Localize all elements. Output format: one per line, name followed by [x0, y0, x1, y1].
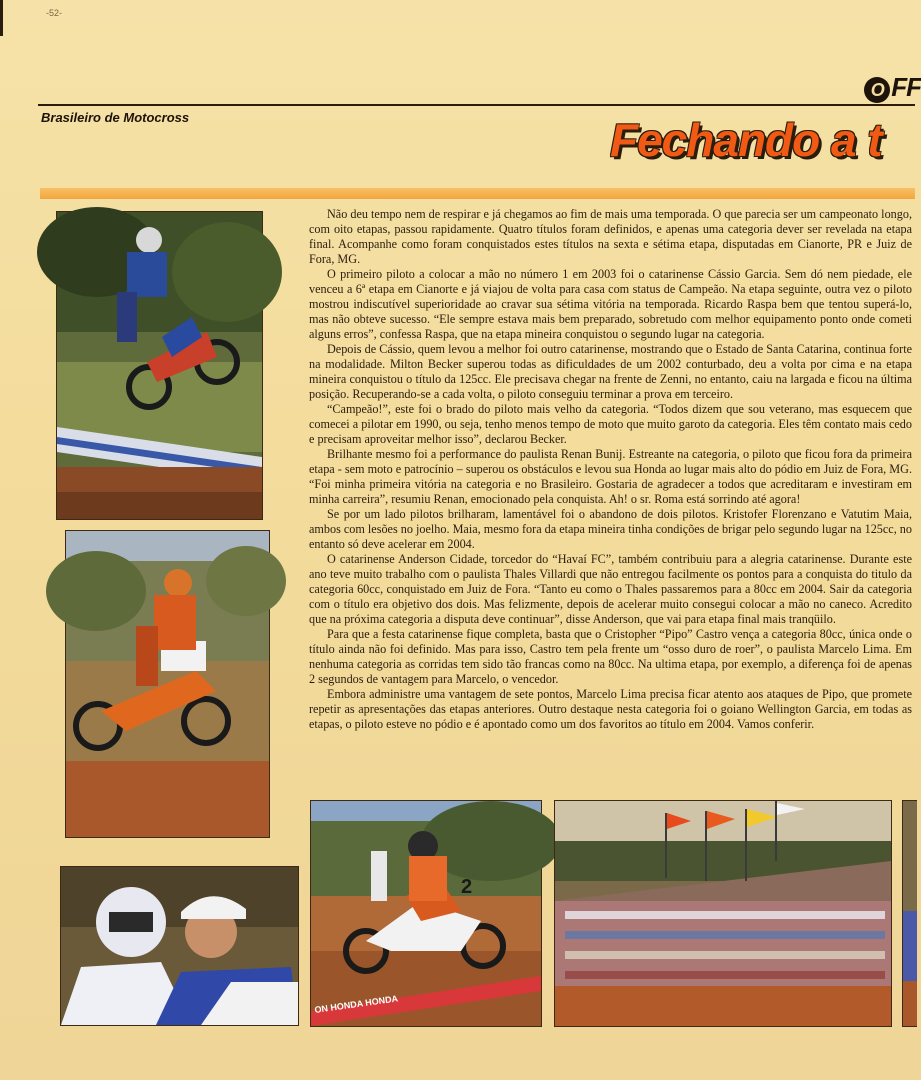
- magazine-logo: [864, 72, 921, 103]
- section-label: Brasileiro de Motocross: [41, 110, 190, 125]
- article-paragraph: O catarinense Anderson Cidade, torcedor do “Havaí FC”, também contribuiu para a alegria catarinense. Durante este ano teve muito trabalho com o paulista Thales Villardi que não entregou facilmente os pontos para a conquista do titulo da categoria 60cc, conquistado em Juiz de Fora. “Tanto eu como o Thales passaremos para a 80cc em 2004. Sair da categoria com o título era objetivo dos dois. Mas felizmente, depois de acelerar muito consegui colocar a mão no caneco. Acredito que na próxima categoria a disputa deve continuar”, disse Anderson, que vai para etapa final mais tranqüilo.: [309, 552, 912, 626]
- headline: Fechando a t: [610, 114, 882, 166]
- article-paragraph: O primeiro piloto a colocar a mão no número 1 em 2003 foi o catarinense Cássio Garcia. Sem dó nem piedade, ele venceu a 6ª etapa em Cianorte e já viajou de volta para casa com status de Campeão. Na etapa seguinte, outra vez o piloto mostrou indiscutível superioridade ao cravar sua sétima vitória na temporada. Ricardo Raspa bem que tentou superá-lo, mas não obteve sucesso. “Ele sempre estava mais bem preparado, sobretudo com melhor equipamento ponto onde cometi alguns erros”, confessa Raspa, que na etapa mineira conquistou o segundo lugar na categoria.: [309, 267, 912, 341]
- photo-riders-portrait: [60, 866, 299, 1026]
- logo-letters: FF: [891, 72, 921, 102]
- article-paragraph: Se por um lado pilotos brilharam, lamentável foi o abandono de dois pilotos. Kristofer Florenzano e Vatutim Maia, ambos com lesões no joelho. Maia, mesmo fora da etapa mineira tinha condições de brigar pelo segundo lugar na 125cc, no entanto só deve acelerar em 2004.: [309, 507, 912, 551]
- article-body: [309, 207, 912, 732]
- photo-edge-sliver: [902, 800, 917, 1027]
- page-number: -52-: [46, 8, 63, 18]
- orange-band: [40, 188, 915, 199]
- article-paragraph: Não deu tempo nem de respirar e já chegamos ao fim de mais uma temporada. O que parecia ser um campeonato longo, com oito etapas, passou rapidamente. Quatro títulos foram definidos, e apenas uma categoria dever ser revelada na etapa final. Acompanhe como foram conquistados estes títulos na sexta e sétima etapa, disputadas em Cianorte, PR e Juiz de Fora, MG.: [309, 207, 912, 266]
- article-paragraph: Depois de Cássio, quem levou a melhor foi outro catarinense, mostrando que o Estado de Santa Catarina, continua forte na modalidade. Milton Becker superou todas as dificuldades de um 2002 conturbado, deu a volta por cima e na etapa mineira conquistou o título da 125cc. Ele precisava chegar na frente de Zenni, no entanto, caiu na largada e ficou na última posição. Recuperando-se a cada volta, o piloto conseguiu terminar a prova em terceiro.: [309, 342, 912, 401]
- logo-o-icon: O: [864, 77, 890, 103]
- rider-plate-number: 2: [461, 876, 473, 898]
- article-paragraph: Para que a festa catarinense fique completa, basta que o Cristopher “Pipo” Castro vença a categoria 80cc, única onde o título ainda não foi definido. Mas para isso, Castro tem pela frente um “osso duro de roer”, o paulista Marcelo Lima. Em nenhuma categoria as corridas tem sido tão francas como na 80cc. Na ultima etapa, por exemplo, a diferença foi de apenas 2 segundos de vantagem para Marcelo, o vencedor.: [309, 627, 912, 686]
- banner-text: ON HONDA HONDA: [313, 993, 399, 1015]
- photo-crowd: [554, 800, 892, 1027]
- article-paragraph: Embora administre uma vantagem de sete pontos, Marcelo Lima precisa ficar atento aos ataques de Pipo, que promete repetir as apresentações das etapas anteriores. Outro destaque nesta categoria foi o goiano Wellington Garcia, em todas as etapas, o piloto esteve no pódio e é apontado como um dos favoritos ao título em 2004. Vamos conferir.: [309, 687, 912, 731]
- photo-rider-jump-orange: [65, 530, 270, 838]
- page-edge-mark: [0, 0, 3, 36]
- article-paragraph: Brilhante mesmo foi a performance do paulista Renan Bunij. Estreante na categoria, o piloto que ficou fora da primeira etapa - sem moto e patrocínio – superou os obstáculos e levou sua Honda ao lugar mais alto do pódio em Juiz de Fora, MG. “Foi minha primeira vitória na categoria e no Brasileiro. Gostaria de agradecer a todos que acreditaram e investiram em minha carreira”, resumiu Renan, emocionado pela conquista. Ah! o sr. Roma está sorrindo até agora!: [309, 447, 912, 506]
- header-rule: [38, 104, 915, 106]
- photo-rider-honda: [310, 800, 542, 1027]
- photo-rider-jump-blue: [56, 211, 263, 520]
- article-paragraph: “Campeão!”, este foi o brado do piloto mais velho da categoria. “Todos dizem que sou veterano, mas esquecem que comecei a pilotar em 1990, ou seja, tenho menos tempo de moto que muito garoto da categoria. Eles têm contato mais cedo e precisam aproveitar melhor isso”, declarou Becker.: [309, 402, 912, 446]
